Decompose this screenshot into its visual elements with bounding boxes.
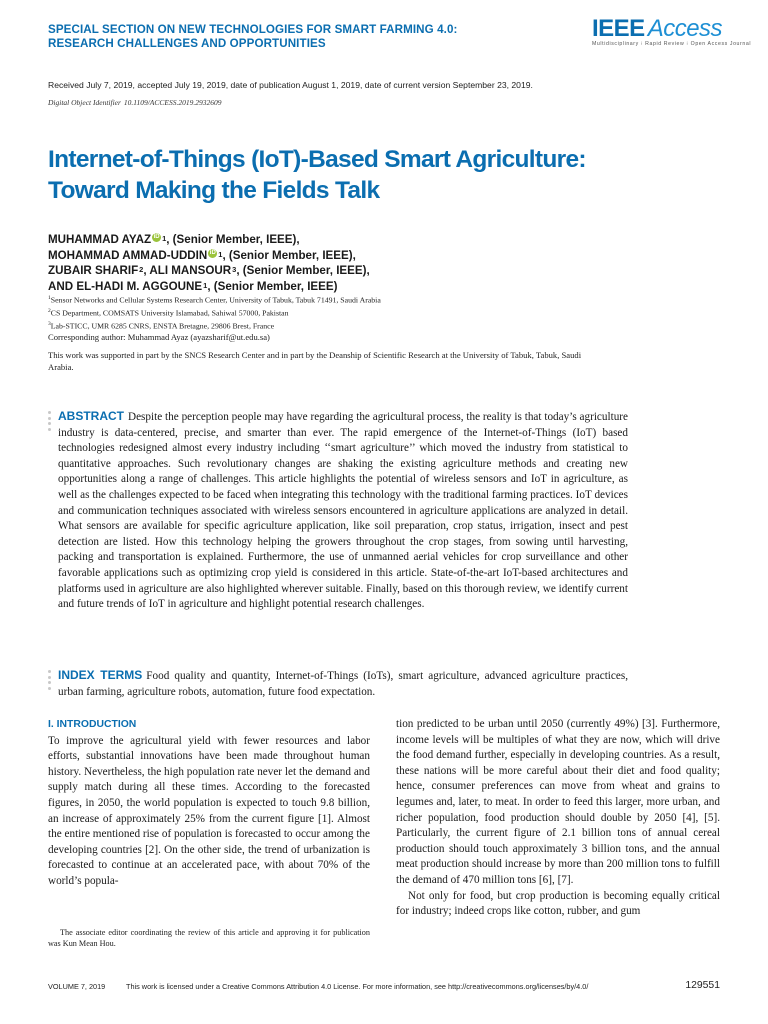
author-role: , (Senior Member, IEEE), xyxy=(222,248,356,262)
author-role: , (Senior Member, IEEE), xyxy=(236,264,370,277)
abstract-text: Despite the perception people may have regarding the agricultural process, the reality is that today’s agriculture industry is data-centered, precise, and smarter than ever. The rapid emergence of the Internet-of-Things (IoT) based technologies redesigned almost every industry including ‘‘smart agriculture’’ which moved the industry from statistical to quantitative approaches. Such revolutionary changes are shaking the existing agriculture methods and creating new opportunities along a range of challenges. This article highlights the potential of wireless sensors and IoT in agriculture, as well as the challenges expected to be faced when integrating this technology with the traditional farming practices. IoT devices and communication techniques associated with wireless sensors encountered in agriculture applications are analyzed in detail. What sensors are available for specific agriculture application, like soil preparation, crop status, irrigation, insect and pest detection are listed. How this technology helping the growers throughout the crop stages, from sowing until harvesting, packing and transportation is explained. Furthermore, the use of unmanned aerial vehicles for crop surveillance and other favorable applications such as optimizing crop yield is considered in this article. State-of-the-art IoT-based architectures and platforms used in agriculture are also highlighted wherever suitable. Finally, based on this thorough review, we identify current and future trends of IoT in agriculture and highlight potential research challenges. xyxy=(58,411,628,611)
footer-license[interactable]: This work is licensed under a Creative Commons Attribution 4.0 License. For more information, see http://creativecommons.org/licenses/by/4.0/ xyxy=(126,982,589,991)
author-name[interactable]: ZUBAIR SHARIF xyxy=(48,264,139,277)
doi-line xyxy=(48,98,221,107)
introduction-heading: I. INTRODUCTION xyxy=(48,719,137,730)
affil-sup: 1 xyxy=(162,234,167,243)
title-line-1: Internet-of-Things (IoT)-Based Smart Agriculture: xyxy=(48,146,586,173)
editor-footnote-text: The associate editor coordinating the review of this article and approving it for publication was Kun Mean Hou. xyxy=(48,928,370,948)
author-role: , (Senior Member, IEEE), xyxy=(166,233,300,246)
editor-footnote xyxy=(48,927,370,949)
abstract-label: ABSTRACT xyxy=(58,409,124,423)
logo-tagline: Multidisciplinary ⁝ Rapid Review ⁝ Open Access Journal xyxy=(592,41,752,47)
corresponding-author: Corresponding author: Muhammad Ayaz (ayazsharif@ut.edu.sa) xyxy=(48,332,270,342)
paper-title xyxy=(48,144,688,206)
affiliation-item xyxy=(48,306,381,319)
section-line-1: SPECIAL SECTION ON NEW TECHNOLOGIES FOR SMART FARMING 4.0: xyxy=(48,23,458,36)
affil-sup: 1 xyxy=(218,249,223,259)
affil-sup: 2 xyxy=(139,265,144,274)
orcid-icon[interactable]: iD xyxy=(209,249,216,256)
affil-sup: 1 xyxy=(203,280,208,290)
logo-wordmark xyxy=(592,16,722,42)
author-line-2 xyxy=(48,248,608,264)
affiliations xyxy=(48,293,381,331)
funding-statement: This work was supported in part by the SNCS Research Center and in part by the Deanship of Scientific Research at the University of Tabuk, Tabuk, Saudi Arabia. xyxy=(48,350,582,372)
author-line-4 xyxy=(48,279,608,295)
author-list xyxy=(48,232,608,294)
intro-paragraph-continued: tion predicted to be urban until 2050 (currently 49%) [3]. Furthermore, income levels will be multiples of what they are now, which will drive the food demand further, especially in developing countries. As a result, these nations will be more careful about their diet and food quality; hence, consumer preferences can move from wheat and grains to legumes and, later, to meat. In order to feed this larger, more urban, and richer population, food production should double by 2050 [4], [5]. Particularly, the current figure of 2.1 billion tons of annual cereal production should touch approximately 3 billion tons, and the annual meat production should increase by more than 200 million tons to fulfill the demand of 470 million tons [6], [7]. xyxy=(396,718,720,886)
author-line-3 xyxy=(48,263,608,279)
abstract xyxy=(58,409,628,613)
left-column xyxy=(48,717,370,890)
received-dates: Received July 7, 2019, accepted July 19, 2019, date of publication August 1, 2019, date of current version September 23, 2019. xyxy=(48,80,533,90)
title-line-2: Toward Making the Fields Talk xyxy=(48,177,380,204)
affiliation-text: Sensor Networks and Cellular Systems Research Center, University of Tabuk, Tabuk 71491, Saudi Arabia xyxy=(50,295,381,305)
index-terms-text: Food quality and quantity, Internet-of-Things (IoTs), smart agriculture, advanced agriculture practices, urban farming, agriculture robots, automation, future food expectation. xyxy=(58,670,628,698)
author-name[interactable]: MUHAMMAD AYAZ xyxy=(48,233,152,246)
intro-paragraph-1: To improve the agricultural yield with fewer resources and labor efforts, substantial innovations have been made throughout human history. Nevertheless, the high population rate never let the demand and supply match during all these times. According to the forecasted figures, in 2050, the world population is expected to touch 9.8 billion, an increase of approximately 25% from the current figure [1]. Almost the entire mentioned rise of population is forecasted to occur among the developing countries [2]. On the other side, the trend of urbanization is forecasted to continue at an accelerated pace, with about 70% of the world’s popula- xyxy=(48,734,370,887)
right-column xyxy=(396,717,720,920)
intro-paragraph-2: Not only for food, but crop production is becoming equally critical for industry; indeed crops like cotton, rubber, and gum xyxy=(396,889,720,918)
section-line-2: RESEARCH CHALLENGES AND OPPORTUNITIES xyxy=(48,37,326,50)
affiliation-item xyxy=(48,293,381,306)
abstract-marker-icon xyxy=(48,411,52,433)
ieee-access-logo[interactable] xyxy=(592,15,752,47)
affiliation-text: Lab-STICC, UMR 6285 CNRS, ENSTA Bretagne, 29806 Brest, France xyxy=(50,321,275,331)
affiliation-number: 3 xyxy=(48,320,51,327)
author-name[interactable]: ALI MANSOUR xyxy=(149,264,232,277)
logo-access: Access xyxy=(647,15,723,42)
footer-volume: VOLUME 7, 2019 xyxy=(48,982,106,991)
special-section-heading xyxy=(48,23,457,51)
affiliation-number: 1 xyxy=(48,295,51,301)
doi-label: Digital Object Identifier xyxy=(48,98,121,107)
author-line-1 xyxy=(48,232,608,248)
orcid-icon[interactable]: iD xyxy=(153,234,160,240)
doi-value[interactable]: 10.1109/ACCESS.2019.2932609 xyxy=(123,98,222,107)
author-role: , (Senior Member, IEEE) xyxy=(207,279,338,293)
logo-ieee: IEEE xyxy=(592,15,645,42)
index-terms xyxy=(58,668,628,700)
author-name[interactable]: MOHAMMAD AMMAD-UDDIN xyxy=(48,248,208,262)
affil-sup: 3 xyxy=(232,265,237,274)
affiliation-number: 2 xyxy=(48,307,51,314)
page-number: 129551 xyxy=(685,980,720,991)
affiliation-item xyxy=(48,319,381,332)
affiliation-text: CS Department, COMSATS University Islamabad, Sahiwal 57000, Pakistan xyxy=(50,308,289,318)
index-terms-marker-icon xyxy=(48,670,52,692)
author-name[interactable]: AND EL-HADI M. AGGOUNE xyxy=(48,279,203,293)
index-terms-label: INDEX TERMS xyxy=(58,668,143,682)
author-separator: , xyxy=(143,264,150,277)
